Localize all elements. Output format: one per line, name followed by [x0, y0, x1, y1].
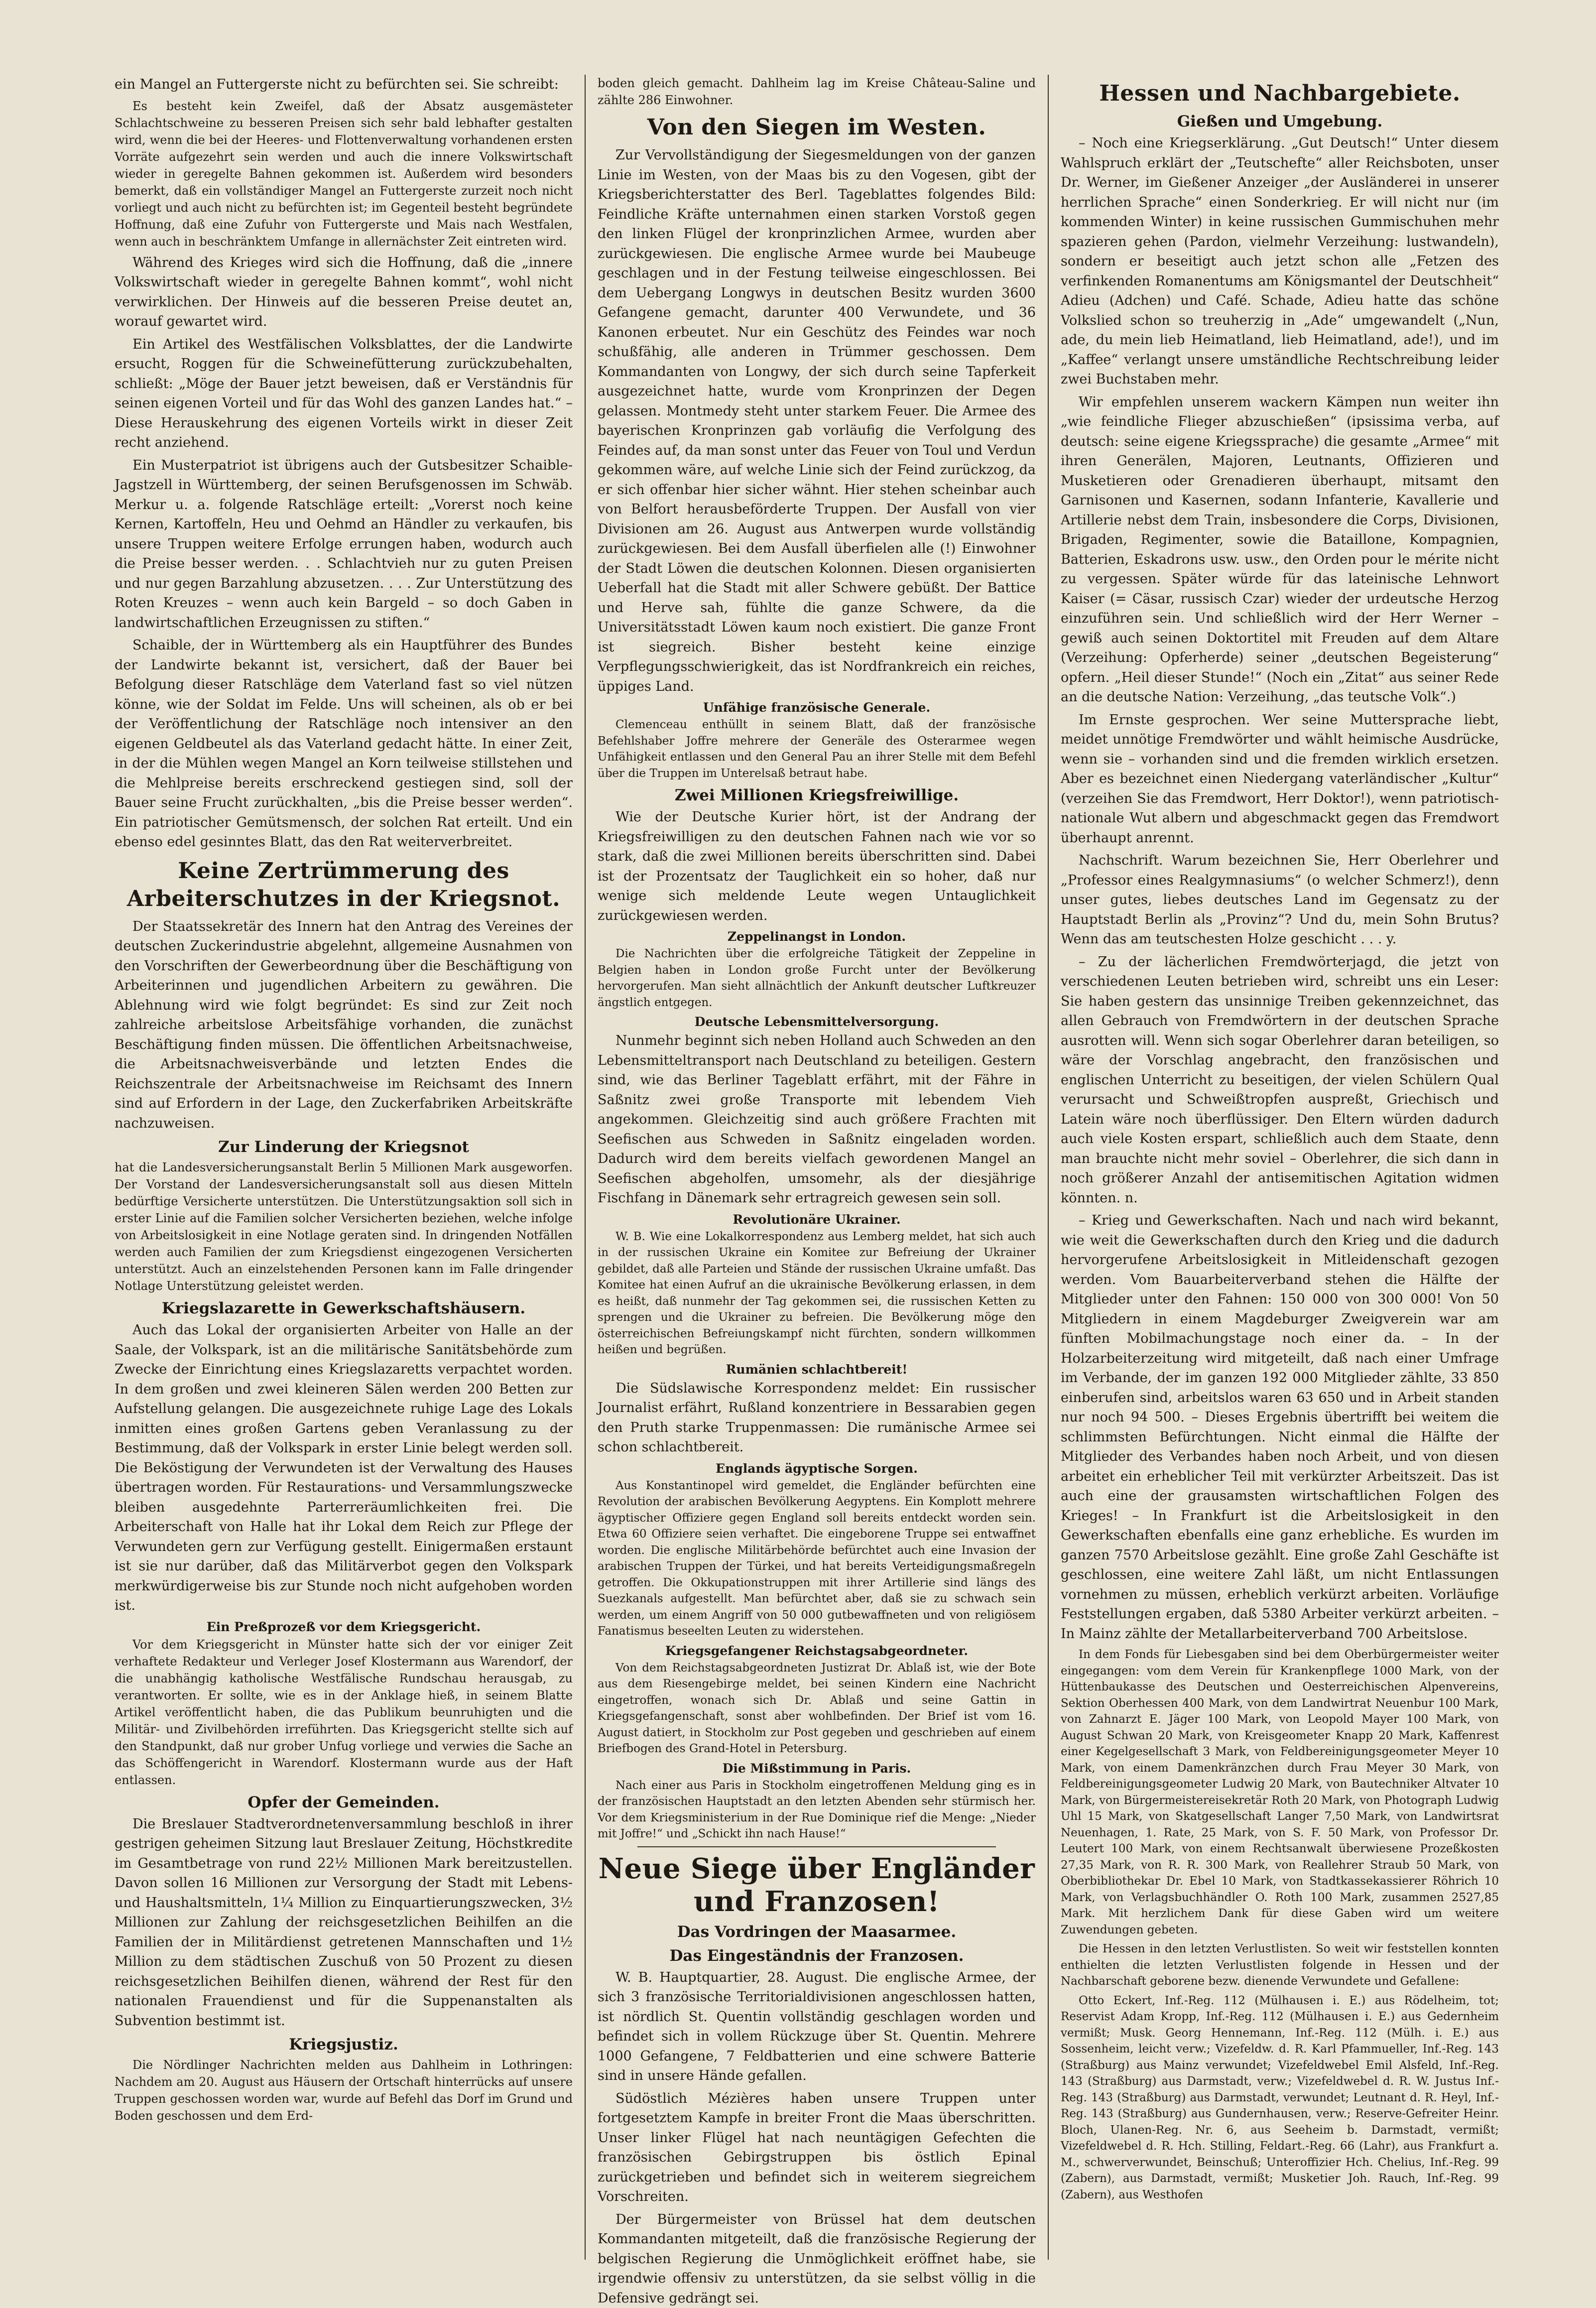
- paragraph: – Zu der lächerlichen Fremdwörterjagd, die jetzt von verschiedenen Leuten betrieben wird, schreibt uns ein Leser: Sie haben gestern das unsinnige Treiben gekennzeichnet, das allen Gebrauch von Fremdwörtern in der deutschen Sprache ausrotten will. Wenn sich sogar Oberlehrer daran beteiligen, so wäre der Vorschlag angebracht, den französischen und englischen Unterricht zu beseitigen, der vielen Schülern Qual verursacht und Schweißtropfen auspreßt, Griechisch und Latein wäre noch überflüssiger. Den Eltern würden dadurch auch viele Kosten erspart, schließlich auch dem Staate, denn man brauchte nicht mehr soviel – Oberlehrer, die sich dann in noch größerer Anzahl der antisemitischen Agitation widmen könnten. n.: [1061, 952, 1499, 1208]
- paragraph: boden gleich gemacht. Dahlheim lag im Kreise Château-Saline und zählte 286 Einwohner.: [598, 75, 1036, 109]
- section-heading: Ein Preßprozeß vor dem Kriegsgericht.: [115, 1619, 573, 1635]
- section-heading: Zeppelinangst in London.: [598, 928, 1036, 945]
- section-subtitle: Gießen und Umgebung.: [1061, 112, 1499, 131]
- divider: [637, 1846, 996, 1847]
- paragraph: Zur Vervollständigung der Siegesmeldungen von der ganzen Linie im Westen, von der Maas bis zu den Vogesen, gibt der Kriegsberichterstatter des Berl. Tageblattes folgendes Bild: Feindliche Kräfte unternahmen einen starken Vorstoß gegen den linken Flügel der kronprinzlichen Armee, wurden aber zurückgewiesen. Die englische Armee wurde bei Maubeuge geschlagen und in der Festung teilweise eingeschlossen. Bei dem Uebergang Longwys in deutschen Besitz wurden 3600 Gefangene gemacht, darunter 400 Verwundete, und 36 Kanonen erbeutet. Nur ein Geschütz des Feindes war noch schußfähig, alle anderen in Trümmer geschossen. Dem Kommandanten von Longwy, der sich durch seine Tapferkeit ausgezeichnet hatte, wurde vom Kronprinzen der Degen gelassen. Montmedy steht unter starkem Feuer. Die Armee des bayerischen Kronprinzen gab vorläufig die Verfolgung des Feindes auf, da man sonst unter das Feuer von Toul und Verdun gekommen wäre, auf welche Linie sich der Feind zurückzog, da er sich offenbar hier sicher wähnt. Hier stehen scheinbar auch von Belfort herausbeförderte Truppen. Der Ausfall von vier Divisionen am 26. August aus Antwerpen wurde vollständig zurückgewiesen. Bei dem Ausfall überfielen alle (!) Einwohner der Stadt Löwen die deutschen Kolonnen. Diesen organisierten Ueberfall hat die Stadt mit aller Schwere gebüßt. Der Battice und Herve sah, fühlte die ganze Schwere, da die Universitätsstadt Löwen kaum noch existiert. Die ganze Front ist siegreich. Bisher besteht keine einzige Verpflegungsschwierigkeit, das ist Nordfrankreich ein reiches, üppiges Land.: [598, 145, 1036, 696]
- column-3: [1061, 75, 1499, 2260]
- section-heading: Rumänien schlachtbereit!: [598, 1361, 1036, 1378]
- section-heading: Deutsche Lebensmittelversorgung.: [598, 1014, 1036, 1030]
- paragraph: Während des Krieges wird sich die Hoffnung, daß die „innere Volkswirtschaft wieder in geregelte Bahnen kommt“, wohl nicht verwirklichen. Der Hinweis auf die besseren Preise deutet an, worauf gewartet wird.: [115, 253, 573, 332]
- section-heading: Kriegsjustiz.: [115, 2035, 573, 2054]
- section-heading: Kriegslazarette in Gewerkschaftshäusern.: [115, 1298, 573, 1318]
- paragraph: Vor dem Kriegsgericht in Münster hatte sich der vor einiger Zeit verhaftete Redakteur und Verleger Josef Klostermann aus Warendorf, der die unabhängig katholische Westfälische Rundschau herausgab, zu verantworten. Er sollte, wie es in der Anklage hieß, in seinem Blatte Artikel veröffentlicht haben, die das Publikum beunruhigten und die Militär- und Zivilbehörden irreführten. Das Kriegsgericht stellte sich auf den Standpunkt, daß nur grober Unfug vorliege und verwies die Sache an das Schöffengericht in Warendorf. Klostermann wurde aus der Haft entlassen.: [115, 1636, 573, 1789]
- section-heading: Kriegsgefangener Reichstagsabgeordneter.: [598, 1643, 1036, 1659]
- paragraph: Die Nachrichten über die erfolgreiche Tätigkeit der Zeppeline in Belgien haben in London große Furcht unter der Bevölkerung hervorgerufen. Man sieht allnächtlich der Ankunft deutscher Luftkreuzer ängstlich entgegen.: [598, 946, 1036, 1011]
- paragraph: Ein Musterpatriot ist übrigens auch der Gutsbesitzer Schaible-Jagstzell in Württemberg, der seinen Berufsgenossen im Schwäb. Merkur u. a. folgende Ratschläge erteilt: „Vorerst noch keine Kernen, Kartoffeln, Heu und Oehmd an Händler zu verkaufen, bis unsere Truppen weitere Erfolge errungen haben, wodurch auch die Preise besser werden. . . Schlachtvieh nur zu guten Preisen und nur gegen Barzahlung abzusetzen. . . . Zur Unterstützung des Roten Kreuzes – wenn auch kein Bargeld – so doch Gaben in landwirtschaftlichen Erzeugnissen zu stiften.“: [115, 456, 573, 633]
- main-headline: Neue Siege über Engländer und Franzosen!: [598, 1852, 1036, 1918]
- section-heading: Englands ägyptische Sorgen.: [598, 1460, 1036, 1477]
- paragraph: Die Südslawische Korrespondenz meldet: Ein russischer Journalist erfährt, Rußland konzentriere in Bessarabien gegen den Pruth starke Truppenmassen: Die rumänische Armee sei schon schlachtbereit.: [598, 1379, 1036, 1457]
- paragraph: Die Breslauer Stadtverordnetenversammlung beschloß in ihrer gestrigen geheimen Sitzung laut Breslauer Zeitung, Höchstkredite im Gesamtbetrage von rund 22½ Millionen Mark bereitzustellen. Davon sollen 16 Millionen zur Versorgung der Stadt mit Lebens- und Haushaltsmitteln, 1¼ Million zu Einquartierungszwecken, 3½ Millionen zur Zahlung der reichsgesetzlichen Beihilfen an die Familien der in Militärdienst getretenen Mannschaften und 1½ Million zu dem städtischen Zuschuß von 50 Prozent zu diesen reichsgesetzlichen Beihilfen dienen, während der Rest für den nationalen Frauendienst und für die Suppenanstalten als Subvention bestimmt ist.: [115, 1814, 573, 2031]
- paragraph: – Noch eine Kriegserklärung. „Gut Deutsch!“ Unter diesem Wahlspruch erklärt der „Teutschefte“ aller Reichsboten, unser Dr. Werner, im Gießener Anzeiger „der Ausländerei in unserer herrlichen Sprache“ einen Sonderkrieg. Er will nicht nur (im kommenden Winter) in keine russischen Gummischuhen mehr spazieren gehen (Pardon, vielmehr Verzeihung: lustwandeln), sondern er beseitigt auch jetzt schon alle „Fetzen des verfinkenden Romanentums am Königsmantel der Deutschheit“ Adieu (Adchen) und Café. Schade, Adieu hatte das schöne Volkslied schon so treuherzig in „Ade“ umgewandelt („Nun, ade, du mein lieb Heimatland, lieb Heimatland, ade!), und im „Kaffee“ verlangt unsere umständliche Rechtschreibung leider zwei Buchstaben mehr.: [1061, 133, 1499, 389]
- paragraph: Der Staatssekretär des Innern hat den Antrag des Vereines der deutschen Zuckerindustrie abgelehnt, allgemeine Ausnahmen von den Vorschriften der Gewerbeordnung über die Beschäftigung von Arbeiterinnen und jugendlichen Arbeitern zu gewähren. Die Ablehnung wird wie folgt begründet: Es sind zur Zeit noch zahlreiche arbeitslose Arbeitsfähige vorhanden, die zunächst Beschäftigung finden müssen. Die öffentlichen Arbeitsnachweise, die Arbeitsnachweisverbände und letzten Endes die Reichszentrale der Arbeitsnachweise im Reichsamt des Innern sind auf Erfordern in der Lage, den Zuckerfabriken Arbeitskräfte nachzuweisen.: [115, 917, 573, 1134]
- section-title: Hessen und Nachbargebiete.: [1061, 80, 1499, 108]
- section-heading: Die Mißstimmung in Paris.: [598, 1760, 1036, 1777]
- paragraph: Ein Artikel des Westfälischen Volksblattes, der die Landwirte ersucht, Roggen für die Schweinefütterung zurückzubehalten, schließt: „Möge der Bauer jetzt beweisen, daß er Verständnis für seinen eigenen Vorteil und für das Wohl des ganzen Landes hat.“ – Diese Herauskehrung des eigenen Vorteils wirkt in dieser Zeit recht anziehend.: [115, 335, 573, 453]
- paragraph: Auch das Lokal der organisierten Arbeiter von Halle an der Saale, der Volkspark, ist an die militärische Sanitätsbehörde zum Zwecke der Einrichtung eines Kriegslazaretts verpachtet worden. In dem großen und zwei kleineren Sälen werden 200 Betten zur Aufstellung gelangen. Die ausgezeichnete ruhige Lage des Lokals inmitten eines großen Gartens geben Veranlassung zu der Bestimmung, daß der Volkspark in erster Linie belegt werden soll. Die Beköstigung der Verwundeten ist der Verwaltung des Hauses übertragen worden. Für Restaurations- und Versammlungszwecke bleiben ausgedehnte Parterreräumlichkeiten frei. Die Arbeiterschaft von Halle hat ihr Lokal dem Reich zur Pflege der Verwundeten gern zur Verfügung gestellt. Einigermaßen erstaunt ist sie nur darüber, daß das Militärverbot gegen den Volkspark merkwürdigerweise bis zur Stunde noch nicht aufgehoben worden ist.: [115, 1320, 573, 1616]
- paragraph: W. B. Wie eine Lokalkorrespondenz aus Lemberg meldet, hat sich auch in der russischen Ukraine ein Komitee zur Befreiung der Ukrainer gebildet, daß alle Parteien und Stände der russischen Ukraine umfaßt. Das Komitee hat einen Aufruf an die ukrainische Bevölkerung erlassen, in dem es heißt, daß nunmehr der Tag gekommen sei, die russischen Ketten zu sprengen und die Ukrainer zu befreien. Die Bevölkerung möge den österreichischen Befreiungskampf nicht fürchten, sondern willkommen heißen und begrüßen.: [598, 1229, 1036, 1358]
- paragraph: Schaible, der in Württemberg als ein Hauptführer des Bundes der Landwirte bekannt ist, versichert, daß der Bauer bei Befolgung dieser Ratschläge dem Vaterland fast so viel nützen könne, wie der Soldat im Felde. Uns will scheinen, als ob er bei der Veröffentlichung der Ratschläge noch intensiver an den eigenen Geldbeutel als das Vaterland gedacht hätte. In einer Zeit, in der die Mühlen wegen Mangel an Korn teilweise stillstehen und die Mehlpreise bereits erschreckend gestiegen sind, soll der Bauer seine Frucht zurückhalten, „bis die Preise besser werden“. Ein patriotischer Gemütsmensch, der solchen Rat erteilt. Und ein ebenso edel gesinntes Blatt, das den Rat weiterverbreitet.: [115, 636, 573, 852]
- paragraph: Es besteht kein Zweifel, daß der Absatz ausgemästeter Schlachtschweine zu besseren Preisen sich sehr bald lebhafter gestalten wird, wenn die bei der Heeres- und Flottenverwaltung vorhandenen ersten Vorräte aufgezehrt sein werden und auch die innere Volkswirtschaft wieder in geregelte Bahnen gekommen ist. Außerdem wird besonders bemerkt, daß ein vollständiger Mangel an Futtergerste zurzeit noch nicht vorliegt und auch nicht zu befürchten ist; im Gegenteil besteht begründete Hoffnung, daß eine Zufuhr von Futtergerste und Mais nach Westfalen, wenn auch in beschränktem Umfange in allernächster Zeit eintreten wird.: [115, 98, 573, 250]
- paragraph: In dem Fonds für Liebesgaben sind bei dem Oberbürgermeister weiter eingegangen: vom dem Verein für Krankenpflege 1000 Mark, von der Hüttenbaukasse des Deutschen und Oesterreichischen Alpenvereins, Sektion Oberhessen 400 Mark, von dem Landwirtrat Neuenbur 100 Mark, von Zahnarzt E. Jäger 100 Mark, von Leopold Mayer 100 Mark, von August Schwan 20 Mark, von Kreisgeometer Knapp 20 Mark, Kaffenrest einer Kegelgesellschaft 3 Mark, von Feldbereinigungsgeometer Meyer 10 Mark, von einem Damenkränzchen durch Frau Meyer 30 Mark, von Feldbereinigungsgeometer Ludwig 20 Mark, von Bautechniker Altvater 10 Mark, von Bürgermeistereisekretär Roth 20 Mark, von Photograph Ludwig Uhl 15 Mark, von Skatgesellschaft Langer 7,50 Mark, von Landwirtsrat Neuenhagen, 1. Rate, 25 Mark, von S. F. 50 Mark, von Professor Dr. Leutert 100 Mark, von einem Rechtsanwalt überwiesene Prozeßkosten 27,35 Mark, von R. R. 300 Mark, von Reallehrer Straub 50 Mark, von Oberbibliothekar Dr. Ebel 10 Mark, von Stadtkassekassierer Röhrich 10 Mark, von Verlagsbuchhändler O. Roth 100 Mark, zusammen 2527,85 Mark. Mit herzlichem Dank für diese Gaben wird um weitere Zuwendungen gebeten.: [1061, 1647, 1499, 1938]
- paragraph: Im Ernste gesprochen. Wer seine Muttersprache liebt, meidet unnötige Fremdwörter und wählt heimische Ausdrücke, wenn sie – vorhanden sind und die fremden wirklich ersetzen. Aber es bezeichnet einen Niedergang vaterländischer „Kultur“ (verzeihen Sie das Fremdwort, Herr Doktor!), wenn patriotisch-nationale Wut albern und abgeschmackt gegen das Fremdwort überhaupt anrennt.: [1061, 710, 1499, 848]
- paragraph: Nachschrift. Warum bezeichnen Sie, Herr Oberlehrer und „Professor eines Realgymnasiums“ (o welcher Schmerz!), denn unser gutes, liebes deutsches Land im Gegensatz zu der Hauptstadt Berlin als „Provinz“? Und du, mein Sohn Brutus? Wenn das am teutschesten Holze geschicht . . . y.: [1061, 851, 1499, 949]
- section-heading: Zur Linderung der Kriegsnot: [115, 1137, 573, 1157]
- paragraph: hat die Landesversicherungsanstalt Berlin 5 Millionen Mark ausgeworfen. Der Vorstand der Landesversicherungsanstalt soll aus diesen Mitteln bedürftige Versicherte unterstützen. Die Unterstützungsaktion soll sich in erster Linie auf die Familien solcher Versicherten beziehen, welche infolge von Arbeitslosigkeit in eine Notlage geraten sind. In dringenden Notfällen werden auch Familien der zum Kriegsdienst eingezogenen Versicherten unterstützt. Auch an einzelstehenden Personen kann im Falle dringender Notlage Unterstützung geleistet werden.: [115, 1159, 573, 1294]
- paragraph: Clemenceau enthüllt in seinem Blatt, daß der französische Befehlshaber Joffre mehrere der Generäle des Osterarmee wegen Unfähigkeit entlassen und den General Pau an ihrer Stelle mit dem Befehl über die Truppen im Unterelsaß betraut habe.: [598, 717, 1036, 781]
- subheadline: Das Vordringen der Maasarmee.: [598, 1922, 1036, 1942]
- section-heading: Opfer der Gemeinden.: [115, 1793, 573, 1812]
- paragraph: – Krieg und Gewerkschaften. Nach und nach wird bekannt, wie weit die Gewerkschaften durch den Krieg und die dadurch hervorgerufene Arbeitslosigkeit in Mitleidenschaft gezogen werden. Vom Bauarbeiterverband stehen die Hälfte der Mitglieder unter den Fahnen: 150 000 von 300 000! Von 50 Mitgliedern in einem Magdeburger Zweigverein war am fünften Mobilmachungstage noch einer da. – In der Holzarbeiterzeitung wird mitgeteilt, daß nach einer Umfrage im Verbande, der im ganzen 192 000 Mitglieder zählte, 33 850 einberufen sind, arbeitslos waren 63 650 und in Arbeit standen nur noch 94 500. – Dieses Ergebnis übertrifft bei weitem die schlimmsten Befürchtungen. Nicht einmal die Hälfte der Mitglieder des Verbandes haben noch Arbeit, und von diesen arbeitet ein erheblicher Teil mit verkürzter Arbeitszeit. Das ist auch eine der grausamsten wirtschaftlichen Folgen des Krieges! – In Frankfurt ist die Arbeitslosigkeit in den Gewerkschaften ebenfalls eine ganz erhebliche. Es wurden im ganzen 7570 Arbeitslose gezählt. Eine große Zahl Geschäfte ist geschlossen, eine weitere Zahl läßt, um nicht Entlassungen vornehmen zu müssen, erheblich verkürzt arbeiten. Vorläufige Feststellungen ergaben, daß 5380 Arbeiter verkürzt arbeiten. – In Mainz zählte der Metallarbeiterverband 700 Arbeitslose.: [1061, 1211, 1499, 1644]
- paragraph: Wie der Deutsche Kurier hört, ist der Andrang der Kriegsfreiwilligen zu den deutschen Fahnen nach wie vor so stark, daß die zwei Millionen bereits überschritten sind. Dabei ist der Prozentsatz der Tauglichkeit ein so hoher, daß nur wenige sich meldende Leute wegen Untauglichkeit zurückgewiesen werden.: [598, 807, 1036, 925]
- article-headline: Von den Siegen im Westen.: [598, 114, 1036, 141]
- paragraph: Nach einer aus Paris in Stockholm eingetroffenen Meldung ging es in der französischen Hauptstadt an den letzten Abenden sehr stürmisch her. Vor dem Kriegsministerium in der Rue Dominique rief die Menge: „Nieder mit Joffre!“ und „Schickt ihn nach Hause!“: [598, 1778, 1036, 1842]
- paragraph: Aus Konstantinopel wird gemeldet, die Engländer befürchten eine Revolution der arabischen Bevölkerung Aegyptens. Ein Komplott mehrere ägyptischer Offiziere gegen England soll bereits entdeckt worden sein. Etwa 60 Offiziere seien verhaftet. Die eingeborene Truppe sei entwaffnet worden. Die englische Militärbehörde befürchtet auch eine Invasion der arabischen Truppen der Türkei, und hat bereits Verteidigungsmaßregeln getroffen. Die Okkupationstruppen mit ihrer Artillerie sind längs des Suezkanals aufgestellt. Man befürchtet aber, daß sie zu schwach sein werden, um einem Angriff von 50 000 gutbewaffneten und von religiösem Fanatismus beseelten Leuten zu widerstehen.: [598, 1478, 1036, 1640]
- paragraph: Südöstlich Mézières haben unsere Truppen unter fortgesetztem Kampfe in breiter Front die Maas überschritten. Unser linker Flügel hat nach neuntägigen Gefechten die französischen Gebirgstruppen bis östlich Epinal zurückgetrieben und befindet sich in weiterem siegreichem Vorschreiten.: [598, 2089, 1036, 2207]
- paragraph: Die Nördlinger Nachrichten melden aus Dahlheim in Lothringen: Nachdem am 20. August aus Häusern der Ortschaft hinterrücks auf unsere Truppen geschossen worden war, wurde auf Befehl das Dorf im Grund und Boden geschossen und dem Erd-: [115, 2056, 573, 2124]
- paragraph: Der Bürgermeister von Brüssel hat dem deutschen Kommandanten mitgeteilt, daß die französische Regierung der belgischen Regierung die Unmöglichkeit eröffnet habe, sie irgendwie offensiv zu unterstützen, da sie selbst völlig in die Defensive gedrängt sei.: [598, 2210, 1036, 2308]
- paragraph: Nunmehr beginnt sich neben Holland auch Schweden an den Lebensmitteltransport nach Deutschland zu beteiligen. Gestern sind, wie das Berliner Tageblatt erfährt, mit der Fähre in Saßnitz zwei große Transporte mit lebendem Vieh angekommen. Gleichzeitig sind auch größere Frachten mit Seefischen aus Schweden in Saßnitz eingeladen worden. Dadurch wird dem bereits vielfach gewordenen Mangel an Seefischen abgeholfen, umsomehr, als der diesjährige Fischfang in Dänemark sehr ertragreich gewesen sein soll.: [598, 1031, 1036, 1208]
- column-2: [598, 75, 1036, 2260]
- paragraph: Die Hessen in den letzten Verlustlisten. So weit wir feststellen konnten enthielten die letzten Verlustlisten folgende in Hessen und der Nachbarschaft geborene bezw. dienende Verwundete und Gefallene:: [1061, 1941, 1499, 1990]
- article-headline: Keine Zertrümmerung des Arbeiterschutzes in der Kriegsnot.: [115, 857, 573, 913]
- section-heading: Unfähige französische Generale.: [598, 699, 1036, 716]
- subheadline: Das Eingeständnis der Franzosen.: [598, 1946, 1036, 1966]
- paragraph: Von dem Reichstagsabgeordneten Justizrat Dr. Ablaß ist, wie der Bote aus dem Riesengebirge meldet, bei seinen Kindern eine Nachricht eingetroffen, wonach sich Dr. Ablaß und seine Gattin in Kriegsgefangenschaft, sonst aber wohlbefinden. Der Brief ist vom 16. August datiert, in Stockholm zur Post gegeben und geschrieben auf einem Briefbogen des Grand-Hotel in Petersburg.: [598, 1660, 1036, 1757]
- paragraph: Wir empfehlen unserem wackern Kämpen nun weiter ihn „wie feindliche Flieger abzuschießen“ (ipsissima verba, auf deutsch: seine eigene Kriegssprache) die gesamte „Armee“ mit ihren Generälen, Majoren, Leutnants, Offizieren und Musketieren oder Grenadieren überhaupt, mitsamt den Garnisonen und Kasernen, sodann Infanterie, Kavallerie und Artillerie nebst dem Train, insbesondere die Corps, Divisionen, Brigaden, Regimenter, sowie die Bataillone, Kompagnien, Batterien, Eskadrons usw. usw., den Orden pour le mérite nicht zu vergessen. Später würde für das lateinische Lehnwort Kaiser (= Cäsar, russisch Czar) wieder der urdeutsche Herzog einzuführen sein. Und schließlich wird der Herr Werner – gewiß auch seinen Doktortitel mit Freuden auf dem Altare (Verzeihung: Opferherde) seiner „deutschen Begeisterung“ opfern. „Heil dieser Stunde!“ (Noch ein „Zitat“ aus seiner Rede an die deutsche Nation: Verzeihung, „das teutsche Volk“.): [1061, 392, 1499, 707]
- section-heading: Revolutionäre Ukrainer.: [598, 1211, 1036, 1228]
- column-1: [115, 75, 573, 2260]
- paragraph: W. B. Hauptquartier, 28. August. Die englische Armee, der sich 3 französische Territorialdivisionen angeschlossen hatten, ist nördlich St. Quentin vollständig geschlagen worden und befindet sich in vollem Rückzuge über St. Quentin. Mehrere 1000 Gefangene, 7 Feldbatterien und eine schwere Batterie sind in unsere Hände gefallen.: [598, 1968, 1036, 2086]
- section-heading: Zwei Millionen Kriegsfreiwillige.: [598, 785, 1036, 805]
- paragraph: Otto Eckert, Inf.-Reg. 112 (Mülhausen i. E.) aus Rödelheim, tot; Reservist Adam Kropp, Inf.-Reg. 112 (Mülhausen i. E.) aus Gedernheim vermißt; Musk. Georg Hennemann, Inf.-Reg. 112 (Mülh. i. E.) aus Sossenheim, leicht verw.; Vizefeldw. d. R. Karl Pfammueller, Inf.-Reg. 143 (Straßburg) aus Mainz verwundet; Vizefeldwebel Emil Alsfeld, Inf.-Reg. 143 (Straßburg) aus Darmstadt, verw.; Vizefeldwebel d. R. W. Justus Inf.-Reg. 143 (Straßburg) aus Darmstadt, verwundet; Leutnant d. R. Heyl, Inf.-Reg. 143 (Straßburg) aus Gundernhausen, verw.; Reserve-Gefreiter Heinr. Bloch, Ulanen-Reg. Nr. 6, aus Seeheim b. Darmstadt, vermißt; Vizefeldwebel d. R. Hch. Stilling, Feldart.-Reg. 66 (Lahr), aus Frankfurt a. M., schwerverwundet, Beinschuß; Unteroffizier Hch. Chelius, Inf.-Reg. 99 (Zabern), aus Darmstadt, vermißt; Musketier Joh. Rauch, Inf.-Reg. 99 (Zabern), aus Westhofen: [1061, 1993, 1499, 2203]
- paragraph: ein Mangel an Futtergerste nicht zu befürchten sei. Sie schreibt:: [115, 75, 573, 95]
